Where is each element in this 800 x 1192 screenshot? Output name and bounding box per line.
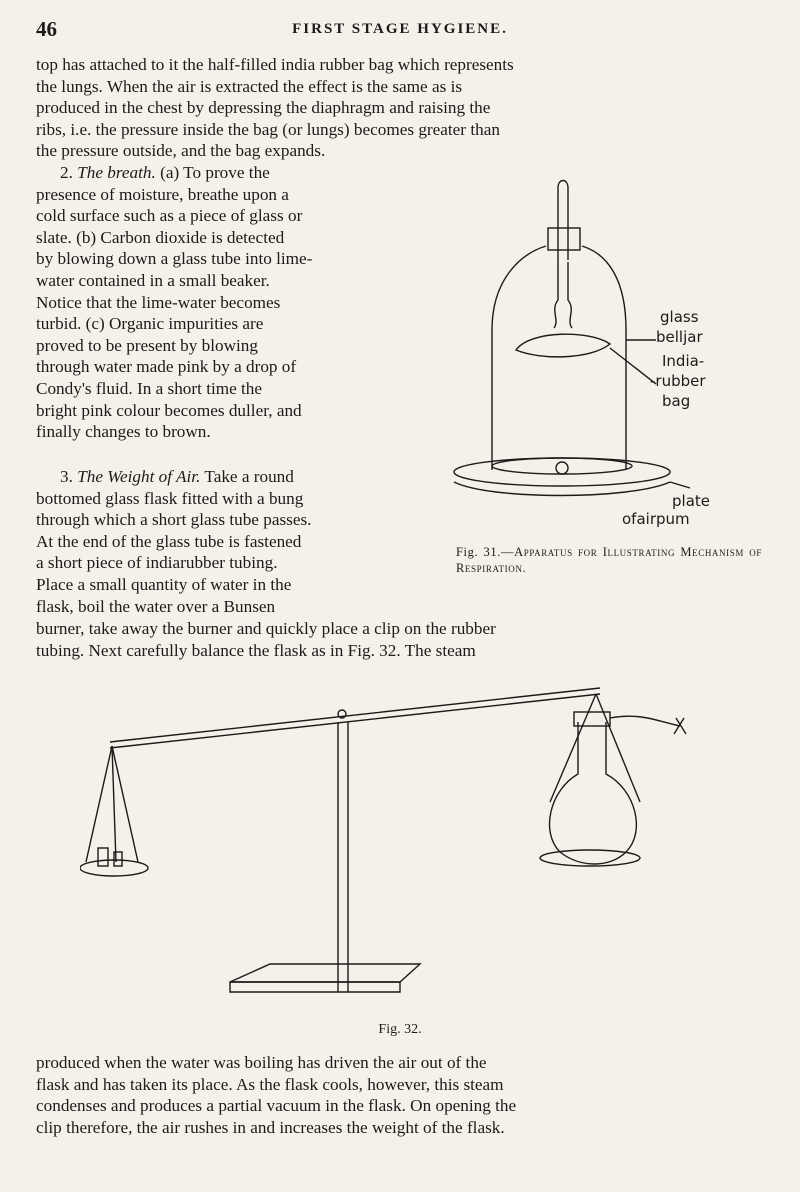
bell-jar-left (492, 246, 546, 470)
text-line: Condy's fluid. In a short time the (36, 378, 263, 398)
pan-string (550, 694, 596, 802)
text-line: by blowing down a glass tube into lime- (36, 249, 313, 269)
text-line: water contained in a small beaker. (36, 270, 270, 290)
balance-beam-bottom (110, 694, 600, 748)
text-line: through water made pink by a drop of (36, 357, 297, 377)
text-line: top has attached to it the half-filled india rubber bag which represents (36, 55, 514, 74)
section-number: 2. (60, 163, 73, 182)
figure-caption-text: —Apparatus for Illustrating Mechanism of Respiration. (456, 545, 762, 575)
label-rubber: -rubber (650, 372, 706, 390)
label-plate: plate (672, 492, 710, 510)
text-line: the pressure outside, and the bag expands. (36, 141, 326, 161)
page-header (36, 14, 764, 44)
leader-line (670, 482, 690, 488)
glass-tube (558, 181, 568, 261)
label-ofairpum: ofairpum (622, 510, 690, 528)
rubber-tubing (610, 716, 680, 726)
text-line: cold surface such as a piece of glass or (36, 206, 303, 226)
label-india: India- (662, 352, 705, 370)
text-line: turbid. (c) Organic impurities are (36, 314, 264, 334)
text-line: the lungs. When the air is extracted the effect is the same as is (36, 76, 463, 96)
page-number: 46 (36, 16, 57, 41)
section-number: 3. (60, 467, 73, 486)
flask (550, 722, 637, 864)
balance-base-top (230, 964, 420, 982)
text-line (36, 162, 434, 184)
balance-beam-top (110, 688, 600, 742)
text-line: finally changes to brown. (36, 422, 211, 442)
text-line: a short piece of indiarubber tubing. (36, 553, 278, 573)
plate-rim (492, 458, 632, 474)
text-line: flask and has taken its place. As the flask cools, however, this steam (36, 1074, 504, 1094)
text-line: produced when the water was boiling has driven the air out of the (36, 1053, 487, 1072)
text-line: clip therefore, the air rushes in and increases the weight of the flask. (36, 1117, 505, 1137)
figure-31-bell-jar (450, 170, 760, 530)
figure-number: Fig. 31. (456, 545, 501, 559)
figure-31-caption (456, 544, 762, 576)
text-line: tubing. Next carefully balance the flask as in Fig. 32. The steam (36, 641, 476, 660)
top-paragraph (36, 54, 762, 162)
text-line: presence of moisture, breathe upon a (36, 184, 289, 204)
text-line: Notice that the lime-water becomes (36, 292, 281, 312)
text-line: bottomed glass flask fitted with a bung (36, 488, 304, 508)
text-line: produced in the chest by depressing the diaphragm and raising the (36, 98, 491, 118)
india-rubber-bag (516, 334, 610, 357)
weight-section (36, 466, 434, 617)
inner-tube-left (554, 262, 558, 328)
label-glass: glass (660, 308, 699, 326)
section-title: The Weight of Air. (77, 467, 201, 486)
text-line: condenses and produces a partial vacuum in the flask. On opening the (36, 1096, 517, 1116)
bung (548, 228, 580, 250)
text-line: burner, take away the burner and quickly place a clip on the rubber (36, 619, 496, 638)
text-fragment: Take a round (204, 467, 294, 486)
text-line: flask, boil the water over a Bunsen (36, 596, 276, 616)
plate-valve (556, 462, 568, 474)
balance-base-front (230, 982, 400, 992)
text-line: At the end of the glass tube is fastened (36, 531, 302, 551)
figure-32-caption: Fig. 32. (378, 1022, 422, 1037)
label-bag: bag (662, 392, 691, 410)
text-fragment: (a) To prove the (160, 163, 270, 182)
running-head: FIRST STAGE HYGIENE. (292, 20, 508, 37)
text-line: through which a short glass tube passes. (36, 510, 312, 530)
text-line: slate. (b) Carbon dioxide is detected (36, 227, 285, 247)
text-line: ribs, i.e. the pressure inside the bag (or lungs) becomes greater than (36, 119, 500, 139)
breath-section (36, 162, 434, 443)
weight (98, 848, 108, 866)
text-line (36, 466, 434, 488)
label-belljar: belljar (656, 328, 703, 346)
text-line: proved to be present by blowing (36, 335, 258, 355)
plate-base (454, 482, 670, 496)
pan-string (86, 746, 112, 862)
figure-32-balance (80, 682, 720, 1018)
text-line: Place a small quantity of water in the (36, 574, 292, 594)
section-title: The breath. (77, 163, 156, 182)
inner-tube-right (568, 262, 572, 328)
text-line: bright pink colour becomes duller, and (36, 400, 302, 420)
bell-jar-right (582, 246, 626, 470)
pan-string (596, 694, 640, 802)
bottom-paragraph (36, 1052, 762, 1138)
